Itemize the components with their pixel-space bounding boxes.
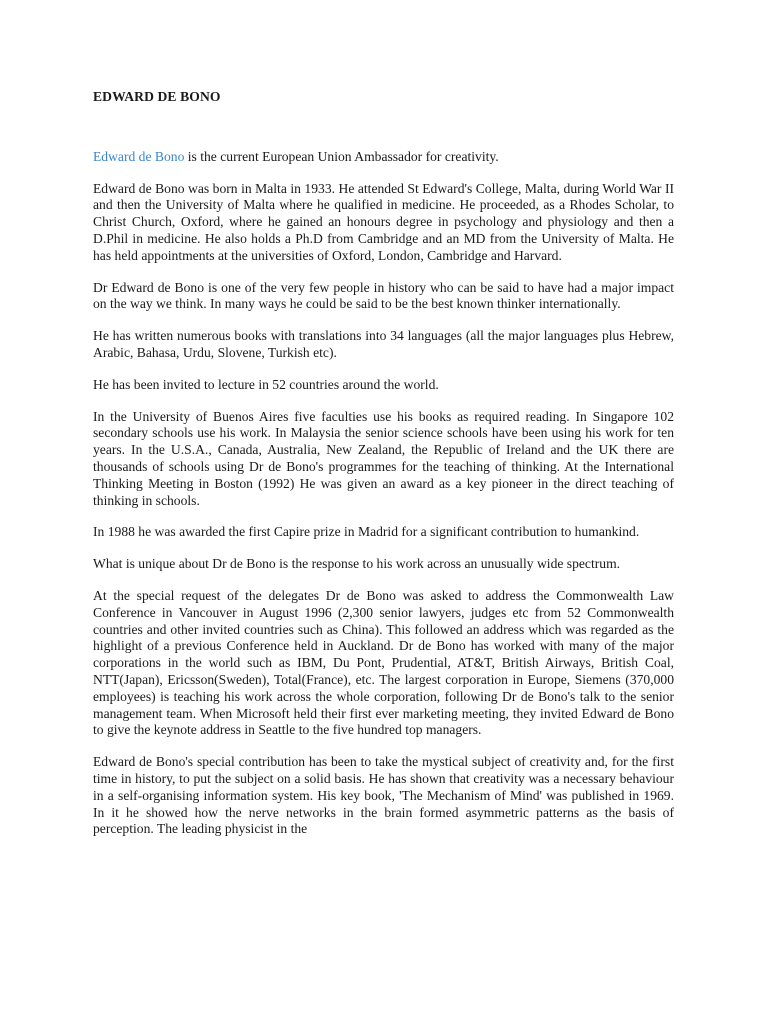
paragraph-creativity: Edward de Bono's special contribution has been to take the mystical subject of creativity and, for the first time in history, to put the subject on a solid basis. He has shown that creativity was a necessary behaviour in a self-organising information system. His key book, 'The Mechanism of Mind' was published in 1969. In it he showed how the nerve networks in the brain formed asymmetric patterns as the basis of perception. The leading physicist in the [93, 754, 674, 837]
paragraph-lectures: He has been invited to lecture in 52 countries around the world. [93, 376, 439, 392]
intro-text: is the current European Union Ambassador for creativity. [184, 148, 499, 164]
edward-de-bono-link[interactable]: Edward de Bono [93, 148, 185, 164]
paragraph-books: He has written numerous books with translations into 34 languages (all the major languages plus Hebrew, Arabic, Bahasa, Urdu, Slovene, Turkish etc). [93, 328, 674, 360]
paragraph-biography: Edward de Bono was born in Malta in 1933. He attended St Edward's College, Malta, during World War II and then the University of Malta where he qualified in medicine. He proceeded, as a Rhodes Scholar, to Christ Church, Oxford, where he gained an honours degree in psychology and physiology and then a D.Phil in medicine. He also holds a Ph.D from Cambridge and an MD from the University of Malta. He has held appointments at the universities of Oxford, London, Cambridge and Harvard. [93, 180, 674, 263]
intro-paragraph [93, 149, 674, 166]
document-title: EDWARD DE BONO [93, 89, 221, 104]
paragraph-schools: In the University of Buenos Aires five faculties use his books as required reading. In Singapore 102 secondary schools use his work. In Malaysia the senior science schools have been using his work for ten years. In the U.S.A., Canada, Australia, New Zealand, the Republic of Ireland and the UK there are thousands of schools using Dr de Bono's programmes for the teaching of thinking. At the International Thinking Meeting in Boston (1992) He was given an award as a key pioneer in the direct teaching of thinking in schools. [93, 408, 674, 508]
paragraph-unique: What is unique about Dr de Bono is the response to his work across an unusually wide spectrum. [93, 556, 621, 572]
document-page [93, 89, 674, 853]
paragraph-impact: Dr Edward de Bono is one of the very few people in history who can be said to have had a major impact on the way we think. In many ways he could be said to be the best known thinker internationally. [93, 279, 674, 312]
paragraph-award: In 1988 he was awarded the first Capire prize in Madrid for a significant contribution to humankind. [93, 524, 640, 540]
paragraph-conferences: At the special request of the delegates Dr de Bono was asked to address the Commonwealth Law Conference in Vancouver in August 1996 (2,300 senior lawyers, judges etc from 52 Commonwealth countries and other invited countries such as China). This followed an address which was regarded as the highlight of a previous Conference held in Auckland. Dr de Bono has worked with many of the major corporations in the world such as IBM, Du Pont, Prudential, AT&T, British Airways, British Coal, NTT(Japan), Ericsson(Sweden), Total(France), etc. The largest corporation in Europe, Siemens (370,000 employees) is teaching his work across the whole corporation, following Dr de Bono's talk to the senior management team. When Microsoft held their first ever marketing meeting, they invited Edward de Bono to give the keynote address in Seattle to the five hundred top managers. [93, 587, 674, 738]
